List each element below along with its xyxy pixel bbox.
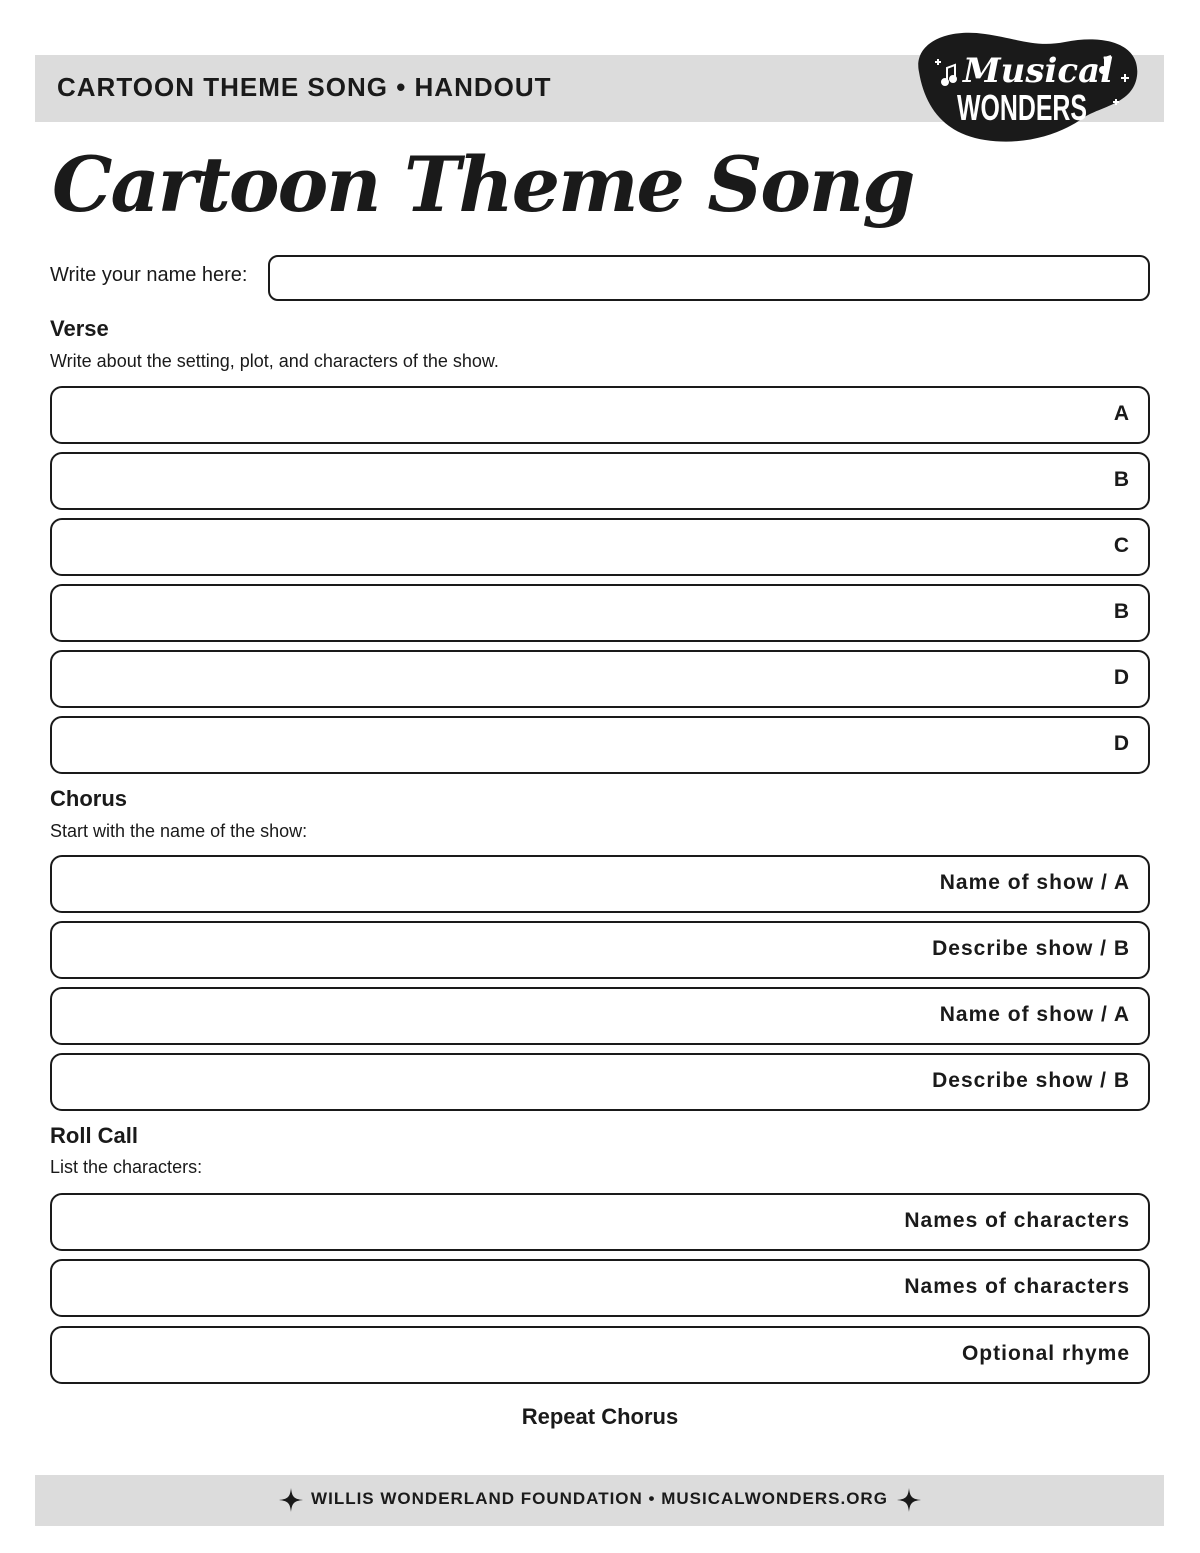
verse-line-5[interactable]: [50, 650, 1150, 708]
verse-line-6[interactable]: [50, 716, 1150, 774]
footer-bar: [35, 1475, 1164, 1526]
sparkle-icon: [897, 1488, 921, 1512]
verse-line-3[interactable]: [50, 518, 1150, 576]
line-hint: Optional rhyme: [961, 1342, 1130, 1365]
name-input[interactable]: [268, 255, 1150, 301]
roll-call-subtitle: List the characters:: [50, 1157, 203, 1177]
rhyme-letter: C: [1113, 534, 1130, 557]
line-hint: Name of show / A: [939, 871, 1130, 894]
roll-call-line-3[interactable]: [50, 1326, 1150, 1384]
verse-title: Verse: [50, 316, 109, 341]
rhyme-letter: D: [1113, 732, 1130, 755]
rhyme-letter: D: [1113, 666, 1130, 689]
page-title: Cartoon Theme Song: [52, 140, 914, 229]
rhyme-letter: B: [1113, 600, 1130, 623]
chorus-line-2[interactable]: [50, 921, 1150, 979]
line-hint: Describe show / B: [932, 937, 1130, 960]
rhyme-letter: B: [1113, 468, 1130, 491]
verse-line-2[interactable]: [50, 452, 1150, 510]
header-title: CARTOON THEME SONG • HANDOUT: [57, 72, 552, 102]
line-hint: Describe show / B: [932, 1069, 1130, 1092]
chorus-line-1[interactable]: [50, 855, 1150, 913]
logo-text-musical: Musical: [963, 51, 1114, 91]
repeat-chorus-text: Repeat Chorus: [521, 1404, 679, 1429]
line-hint: Name of show / A: [939, 1003, 1130, 1026]
chorus-title: Chorus: [50, 786, 127, 811]
logo-text-wonders: WONDERS: [957, 87, 1087, 128]
rhyme-letter: A: [1113, 402, 1130, 425]
chorus-line-4[interactable]: [50, 1053, 1150, 1111]
roll-call-line-2[interactable]: [50, 1259, 1150, 1317]
footer-text: WILLIS WONDERLAND FOUNDATION • MUSICALWONDERS.ORG: [311, 1489, 888, 1508]
name-field-label: Write your name here:: [50, 264, 248, 286]
chorus-line-3[interactable]: [50, 987, 1150, 1045]
line-hint: Names of characters: [904, 1209, 1130, 1232]
verse-line-1[interactable]: [50, 386, 1150, 444]
musical-wonders-logo: [905, 22, 1145, 148]
line-hint: Names of characters: [904, 1275, 1130, 1298]
roll-call-line-1[interactable]: [50, 1193, 1150, 1251]
verse-subtitle: Write about the setting, plot, and characters of the show.: [50, 351, 499, 371]
verse-line-4[interactable]: [50, 584, 1150, 642]
roll-call-title: Roll Call: [50, 1123, 139, 1148]
chorus-subtitle: Start with the name of the show:: [50, 821, 308, 841]
